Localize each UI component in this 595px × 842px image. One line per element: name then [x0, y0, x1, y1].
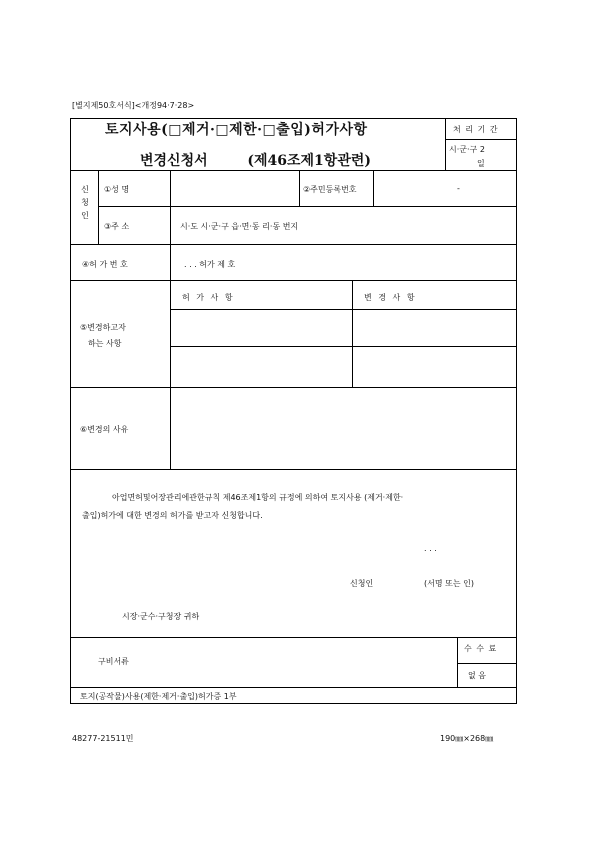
- fee-label: 수 수 료: [464, 644, 498, 653]
- form-title: 토지사용(□제거·□제한·□출입)허가사항: [105, 122, 368, 138]
- address-label: ③주 소: [104, 222, 130, 231]
- divider-id-value: [373, 170, 374, 206]
- form-subtitle-main: 변경신청서: [140, 153, 208, 169]
- applicant-group-char-1: 신: [81, 185, 89, 194]
- form-reference: [별지제50호서식]<개정94·7·28>: [72, 101, 195, 110]
- paper-size: 190㎜×268㎜: [440, 734, 494, 743]
- divider-processing: [445, 139, 517, 140]
- applicant-group-label: [78, 183, 92, 222]
- addressee: 시장·군수·구청장 귀하: [122, 612, 200, 621]
- processing-period-label: 처 리 기 간: [453, 125, 499, 134]
- col-change-items: 변 경 사 항: [364, 293, 417, 302]
- form-subtitle-ref: (제46조제1항관련): [247, 153, 371, 169]
- divider-title: [70, 170, 517, 171]
- divider-applicant: [70, 244, 517, 245]
- form-code: 48277-21511민: [72, 734, 134, 743]
- declaration-line-1: 아업면허및어장관리에관한규칙 제46조제1항의 규정에 의하여 토지사용 (제거·제한·: [112, 493, 404, 502]
- name-label: ①성 명: [104, 185, 130, 194]
- signature-seal-label: (서명 또는 인): [424, 579, 474, 588]
- processing-period-value: 시·군·구 2: [449, 145, 485, 154]
- change-items-label-1: ⑤변경하고자: [80, 323, 126, 332]
- divider-name-id: [299, 170, 300, 206]
- divider-title-vertical: [445, 118, 446, 170]
- divider-declaration: [70, 637, 517, 638]
- divider-fee: [457, 663, 517, 664]
- applicant-group-char-3: 인: [81, 211, 89, 220]
- required-document-item: 토지(공작물)사용(제한·제거·출입)허가증 1부: [80, 692, 237, 701]
- divider-documents: [70, 687, 517, 688]
- divider-reason: [70, 469, 517, 470]
- required-documents-label: 구비서류: [98, 657, 129, 666]
- divider-fee-vertical: [457, 637, 458, 687]
- divider-change-columns: [352, 280, 353, 387]
- form-subtitle: [140, 150, 371, 170]
- change-items-label-2: 하는 사항: [88, 339, 122, 348]
- divider-change-row: [170, 346, 517, 347]
- fee-value: 없 음: [468, 671, 486, 680]
- divider-permit: [70, 280, 517, 281]
- col-permit-items: 허 가 사 항: [182, 293, 235, 302]
- resident-id-label: ②주민등록번호: [303, 185, 357, 194]
- permit-number-template: . . . 허가 제 호: [184, 260, 236, 269]
- divider-label-column: [170, 170, 171, 469]
- change-reason-label: ⑥변경의 사유: [80, 425, 129, 434]
- declaration-line-2: 출입)허가에 대한 변경의 허가를 받고자 신청합니다.: [82, 511, 263, 520]
- divider-change-head: [170, 309, 517, 310]
- divider-applicant-group: [98, 170, 99, 244]
- applicant-group-char-2: 청: [81, 198, 89, 207]
- permit-number-label: ④허 가 번 호: [82, 260, 128, 269]
- resident-id-separator: -: [457, 184, 460, 193]
- application-date: . . .: [424, 544, 437, 553]
- address-template: 시·도 시·군·구 읍·면·동 리·동 번지: [180, 222, 299, 231]
- applicant-signature-label: 신청인: [350, 579, 374, 588]
- divider-change: [70, 387, 517, 388]
- divider-applicant-row: [98, 206, 517, 207]
- processing-period-unit: 일: [477, 159, 485, 168]
